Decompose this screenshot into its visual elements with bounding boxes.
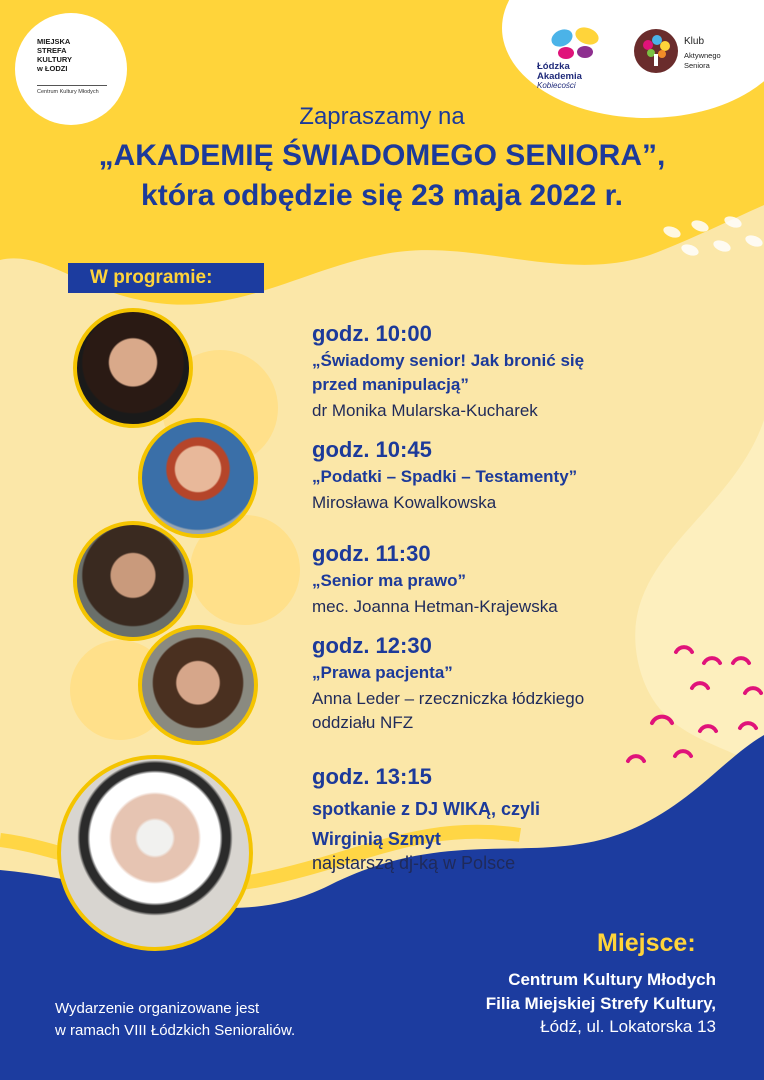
butterfly-icon — [548, 24, 604, 64]
item-1-title: „Świadomy senior! Jak bronić się przed manipulacją” — [312, 351, 585, 394]
item-4-time: godz. 12:30 — [312, 633, 432, 658]
item-4-title: „Prawa pacjenta” — [312, 663, 453, 682]
speaker-photo-1 — [73, 308, 193, 428]
item-5-speaker: najstarszą dj-ką w Polsce — [312, 853, 516, 873]
place-line-3: Łódź, ul. Lokatorska 13 — [540, 1017, 716, 1036]
speaker-photo-2 — [138, 418, 258, 538]
place-line-1: Centrum Kultury Młodych — [508, 970, 716, 989]
lak-logo-title: Łódzka Akademia — [537, 61, 582, 82]
speaker-photo-4 — [138, 625, 258, 745]
msk-logo-subtitle: Centrum Kultury Młodych — [37, 89, 99, 95]
kas-logo-title: Klub — [684, 36, 705, 47]
item-5-time: godz. 13:15 — [312, 764, 432, 789]
kas-logo-subtitle: Aktywnego Seniora — [684, 51, 721, 70]
item-1-speaker: dr Monika Mularska-Kucharek — [312, 401, 538, 420]
event-title: „AKADEMIĘ ŚWIADOMEGO SENIORA”, która odbędzie się 23 maja 2022 r. — [98, 139, 666, 212]
item-2-time: godz. 10:45 — [312, 437, 432, 462]
item-3-title: „Senior ma prawo” — [312, 571, 466, 590]
speaker-photo-3 — [73, 521, 193, 641]
item-2-title: „Podatki – Spadki – Testamenty” — [312, 467, 578, 486]
msk-logo-divider — [37, 85, 107, 86]
item-5-title: spotkanie z DJ WIKĄ, czyli Wirginią Szmyt — [312, 799, 541, 849]
lak-logo-subtitle: Kobiecości — [537, 81, 576, 90]
place-label: Miejsce: — [597, 929, 696, 957]
intro-text: Zapraszamy na — [299, 103, 465, 130]
msk-logo-text: MIEJSKA STREFA KULTURY w ŁODZI — [37, 37, 72, 73]
organizer-note: Wydarzenie organizowane jest w ramach VIII Łódzkich Senioraliów. — [55, 1000, 296, 1039]
item-2-speaker: Mirosława Kowalkowska — [312, 493, 497, 512]
item-1-time: godz. 10:00 — [312, 321, 432, 346]
item-3-time: godz. 11:30 — [312, 541, 431, 566]
place-line-2: Filia Miejskiej Strefy Kultury, — [485, 994, 716, 1013]
program-label: W programie: — [68, 263, 264, 293]
item-3-speaker: mec. Joanna Hetman-Krajewska — [312, 597, 558, 616]
speaker-photo-5 — [57, 755, 253, 951]
tree-icon — [633, 28, 679, 74]
item-4-speaker: Anna Leder – rzeczniczka łódzkiego oddziału NFZ — [312, 689, 585, 732]
